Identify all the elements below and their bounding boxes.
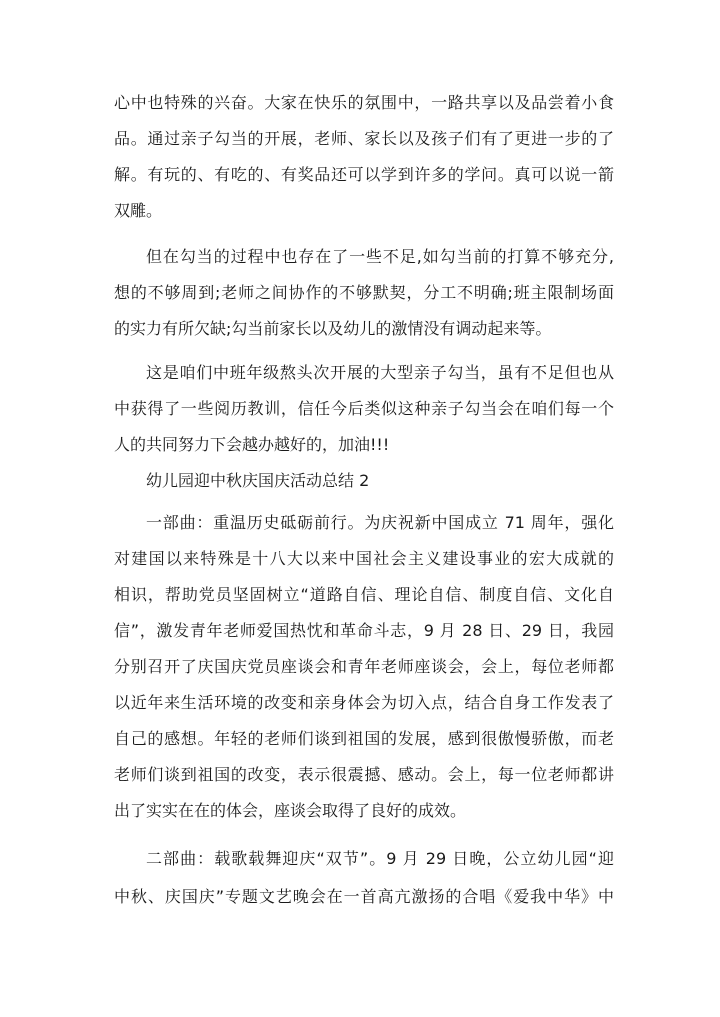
text-line: 二部曲：载歌载舞迎庆“双节”。9 月 29 日晚，公立幼儿园“迎 <box>146 849 614 868</box>
text-line: 人的共同努力下会越办越好的，加油!!! <box>114 435 390 454</box>
section-heading: 幼儿园迎中秋庆国庆活动总结 2 <box>146 471 370 490</box>
text-line: 对建国以来特殊是十八大以来中国社会主义建设事业的宏大成就的 <box>114 549 614 568</box>
text-line: 信”，激发青年老师爱国热忱和革命斗志，9 月 28 日、29 日，我园 <box>114 621 614 640</box>
text-line: 中秋、庆国庆”专题文艺晚会在一首高亢激扬的合唱《爱我中华》中 <box>114 887 614 906</box>
text-line: 分别召开了庆国庆党员座谈会和青年老师座谈会，会上，每位老师都 <box>114 657 614 676</box>
text-line: 出了实实在在的体会，座谈会取得了良好的成效。 <box>114 801 467 820</box>
text-line: 的实力有所欠缺;勾当前家长以及幼儿的激情没有调动起来等。 <box>114 319 552 338</box>
text-line: 双雕。 <box>114 201 163 220</box>
text-line: 相识，帮助党员坚固树立“道路自信、理论自信、制度自信、文化自 <box>114 585 614 604</box>
text-line: 品。通过亲子勾当的开展，老师、家长以及孩子们有了更进一步的了 <box>114 129 614 148</box>
text-line: 自己的感想。年轻的老师们谈到祖国的发展，感到很傲慢骄傲，而老 <box>114 729 614 748</box>
text-line: 以近年来生活环境的改变和亲身体会为切入点，结合自身工作发表了 <box>114 693 614 712</box>
text-line: 中获得了一些阅历教训，信任今后类似这种亲子勾当会在咱们每一个 <box>114 399 614 418</box>
text-line: 老师们谈到祖国的改变，表示很震撼、感动。会上，每一位老师都讲 <box>114 765 614 784</box>
text-line: 但在勾当的过程中也存在了一些不足,如勾当前的打算不够充分, <box>146 247 614 266</box>
text-line: 这是咱们中班年级熬头次开展的大型亲子勾当，虽有不足但也从 <box>146 363 614 382</box>
text-line: 解。有玩的、有吃的、有奖品还可以学到许多的学问。真可以说一箭 <box>114 165 614 184</box>
text-line: 一部曲：重温历史砥砺前行。为庆祝新中国成立 71 周年，强化 <box>146 513 614 532</box>
text-line: 心中也特殊的兴奋。大家在快乐的氛围中，一路共享以及品尝着小食 <box>114 93 614 112</box>
text-line: 想的不够周到;老师之间协作的不够默契，分工不明确;班主限制场面 <box>114 283 614 302</box>
